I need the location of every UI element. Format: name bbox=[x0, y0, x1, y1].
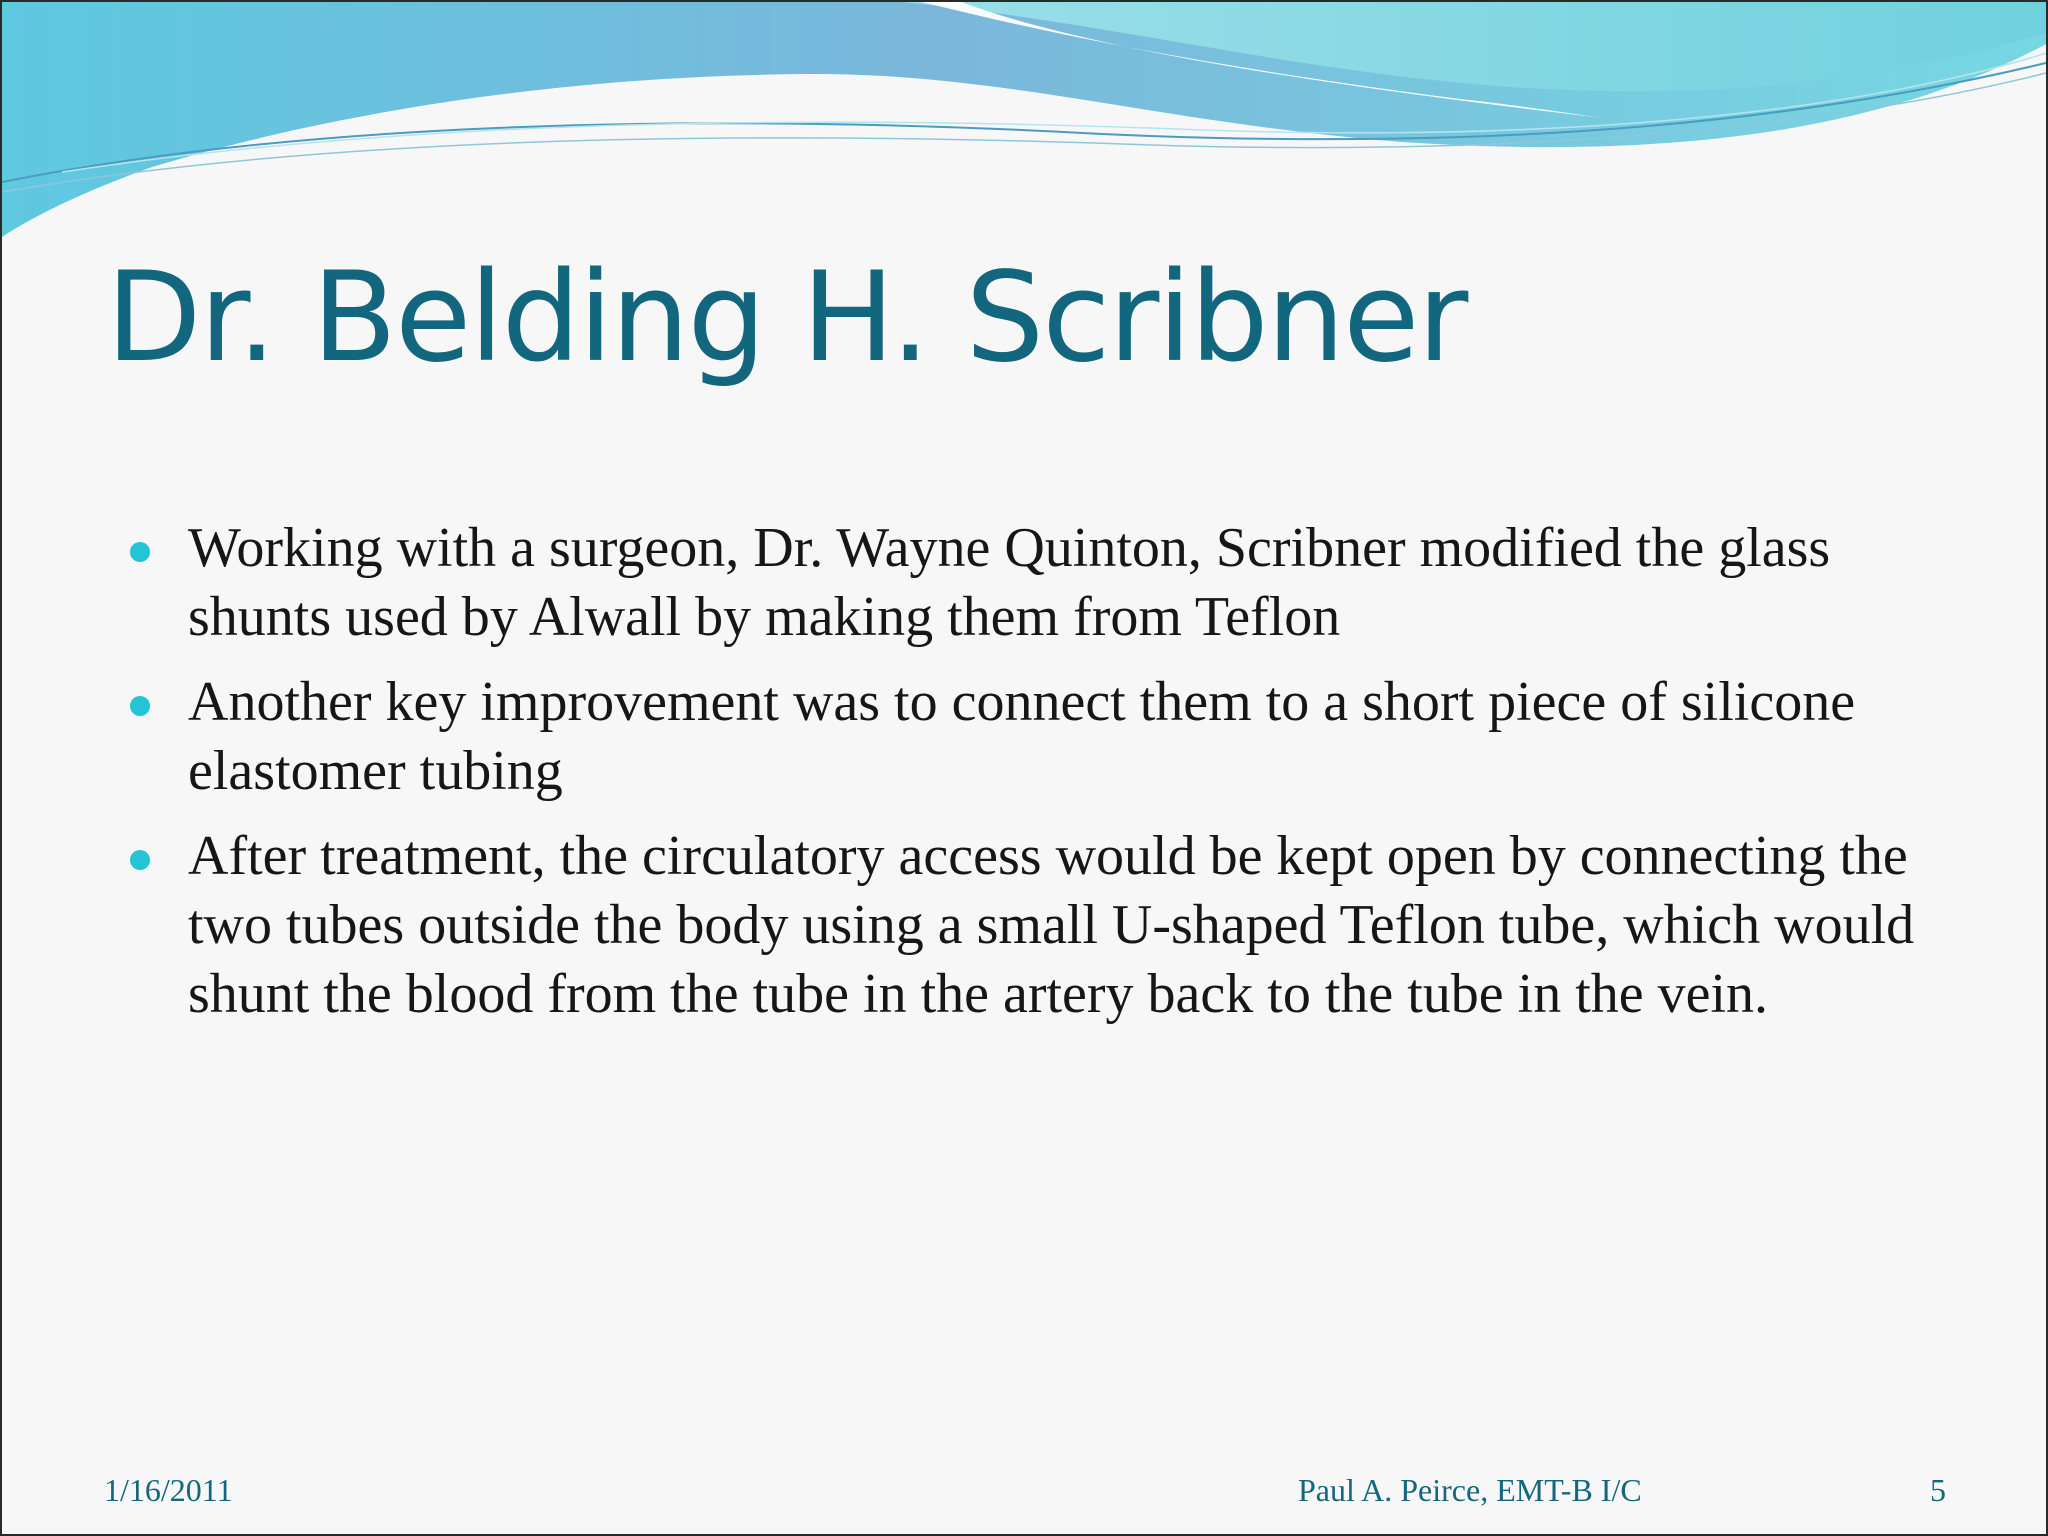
bullet-item bbox=[126, 514, 1986, 652]
wave-header-decoration bbox=[2, 2, 2048, 242]
slide-page-number: 5 bbox=[1930, 1472, 1946, 1508]
slide-title: Dr. Belding H. Scribner bbox=[106, 246, 1467, 390]
footer-date: 1/16/2011 bbox=[104, 1472, 233, 1508]
bullet-dot-icon bbox=[130, 850, 150, 870]
bullet-dot-icon bbox=[130, 542, 150, 562]
bullet-dot-icon bbox=[130, 696, 150, 716]
footer-author: Paul A. Peirce, EMT-B I/C bbox=[1298, 1472, 1642, 1508]
bullet-text: Working with a surgeon, Dr. Wayne Quinton, Scribner modified the glass shunts used by Alwall by making them from Teflon bbox=[188, 517, 1831, 648]
bullet-text: After treatment, the circulatory access would be kept open by connecting the two tubes outside the body using a small U-shaped Teflon tube, which would shunt the blood from the tube in the artery back to the tube in the vein. bbox=[188, 825, 1915, 1025]
bullet-item bbox=[126, 668, 1986, 806]
bullet-text: Another key improvement was to connect them to a short piece of silicone elastomer tubing bbox=[188, 671, 1856, 802]
bullet-list bbox=[126, 514, 1986, 1045]
bullet-item bbox=[126, 822, 1986, 1029]
